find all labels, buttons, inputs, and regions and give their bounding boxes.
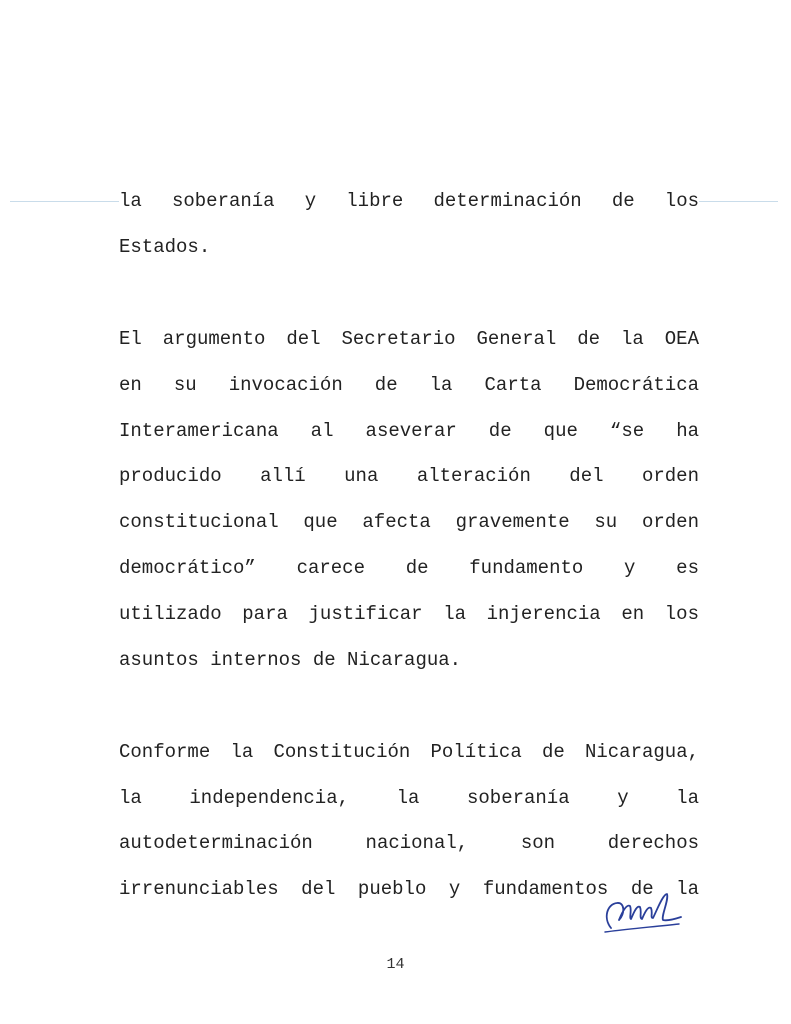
text-line: autodeterminación nacional, son derechos: [119, 828, 699, 858]
text-line: irrenunciables del pueblo y fundamentos de la: [119, 874, 699, 904]
text-line: Conforme la Constitución Política de Nicaragua,: [119, 737, 699, 767]
text-line: producido allí una alteración del orden: [119, 461, 699, 491]
text-line: en su invocación de la Carta Democrática: [119, 370, 699, 400]
text-line: la soberanía y libre determinación de los: [119, 186, 699, 216]
text-line: Interamericana al aseverar de que “se ha: [119, 416, 699, 446]
text-line: constitucional que afecta gravemente su orden: [119, 507, 699, 537]
text-line: asuntos internos de Nicaragua.: [119, 645, 699, 675]
text-line: Estados.: [119, 232, 699, 262]
text-line: democrático” carece de fundamento y es: [119, 553, 699, 583]
signature-mark: [597, 888, 687, 940]
page-number: 14: [386, 956, 405, 973]
text-line: utilizado para justificar la injerencia en los: [119, 599, 699, 629]
text-line: El argumento del Secretario General de la OEA: [119, 324, 699, 354]
text-line: la independencia, la soberanía y la: [119, 783, 699, 813]
